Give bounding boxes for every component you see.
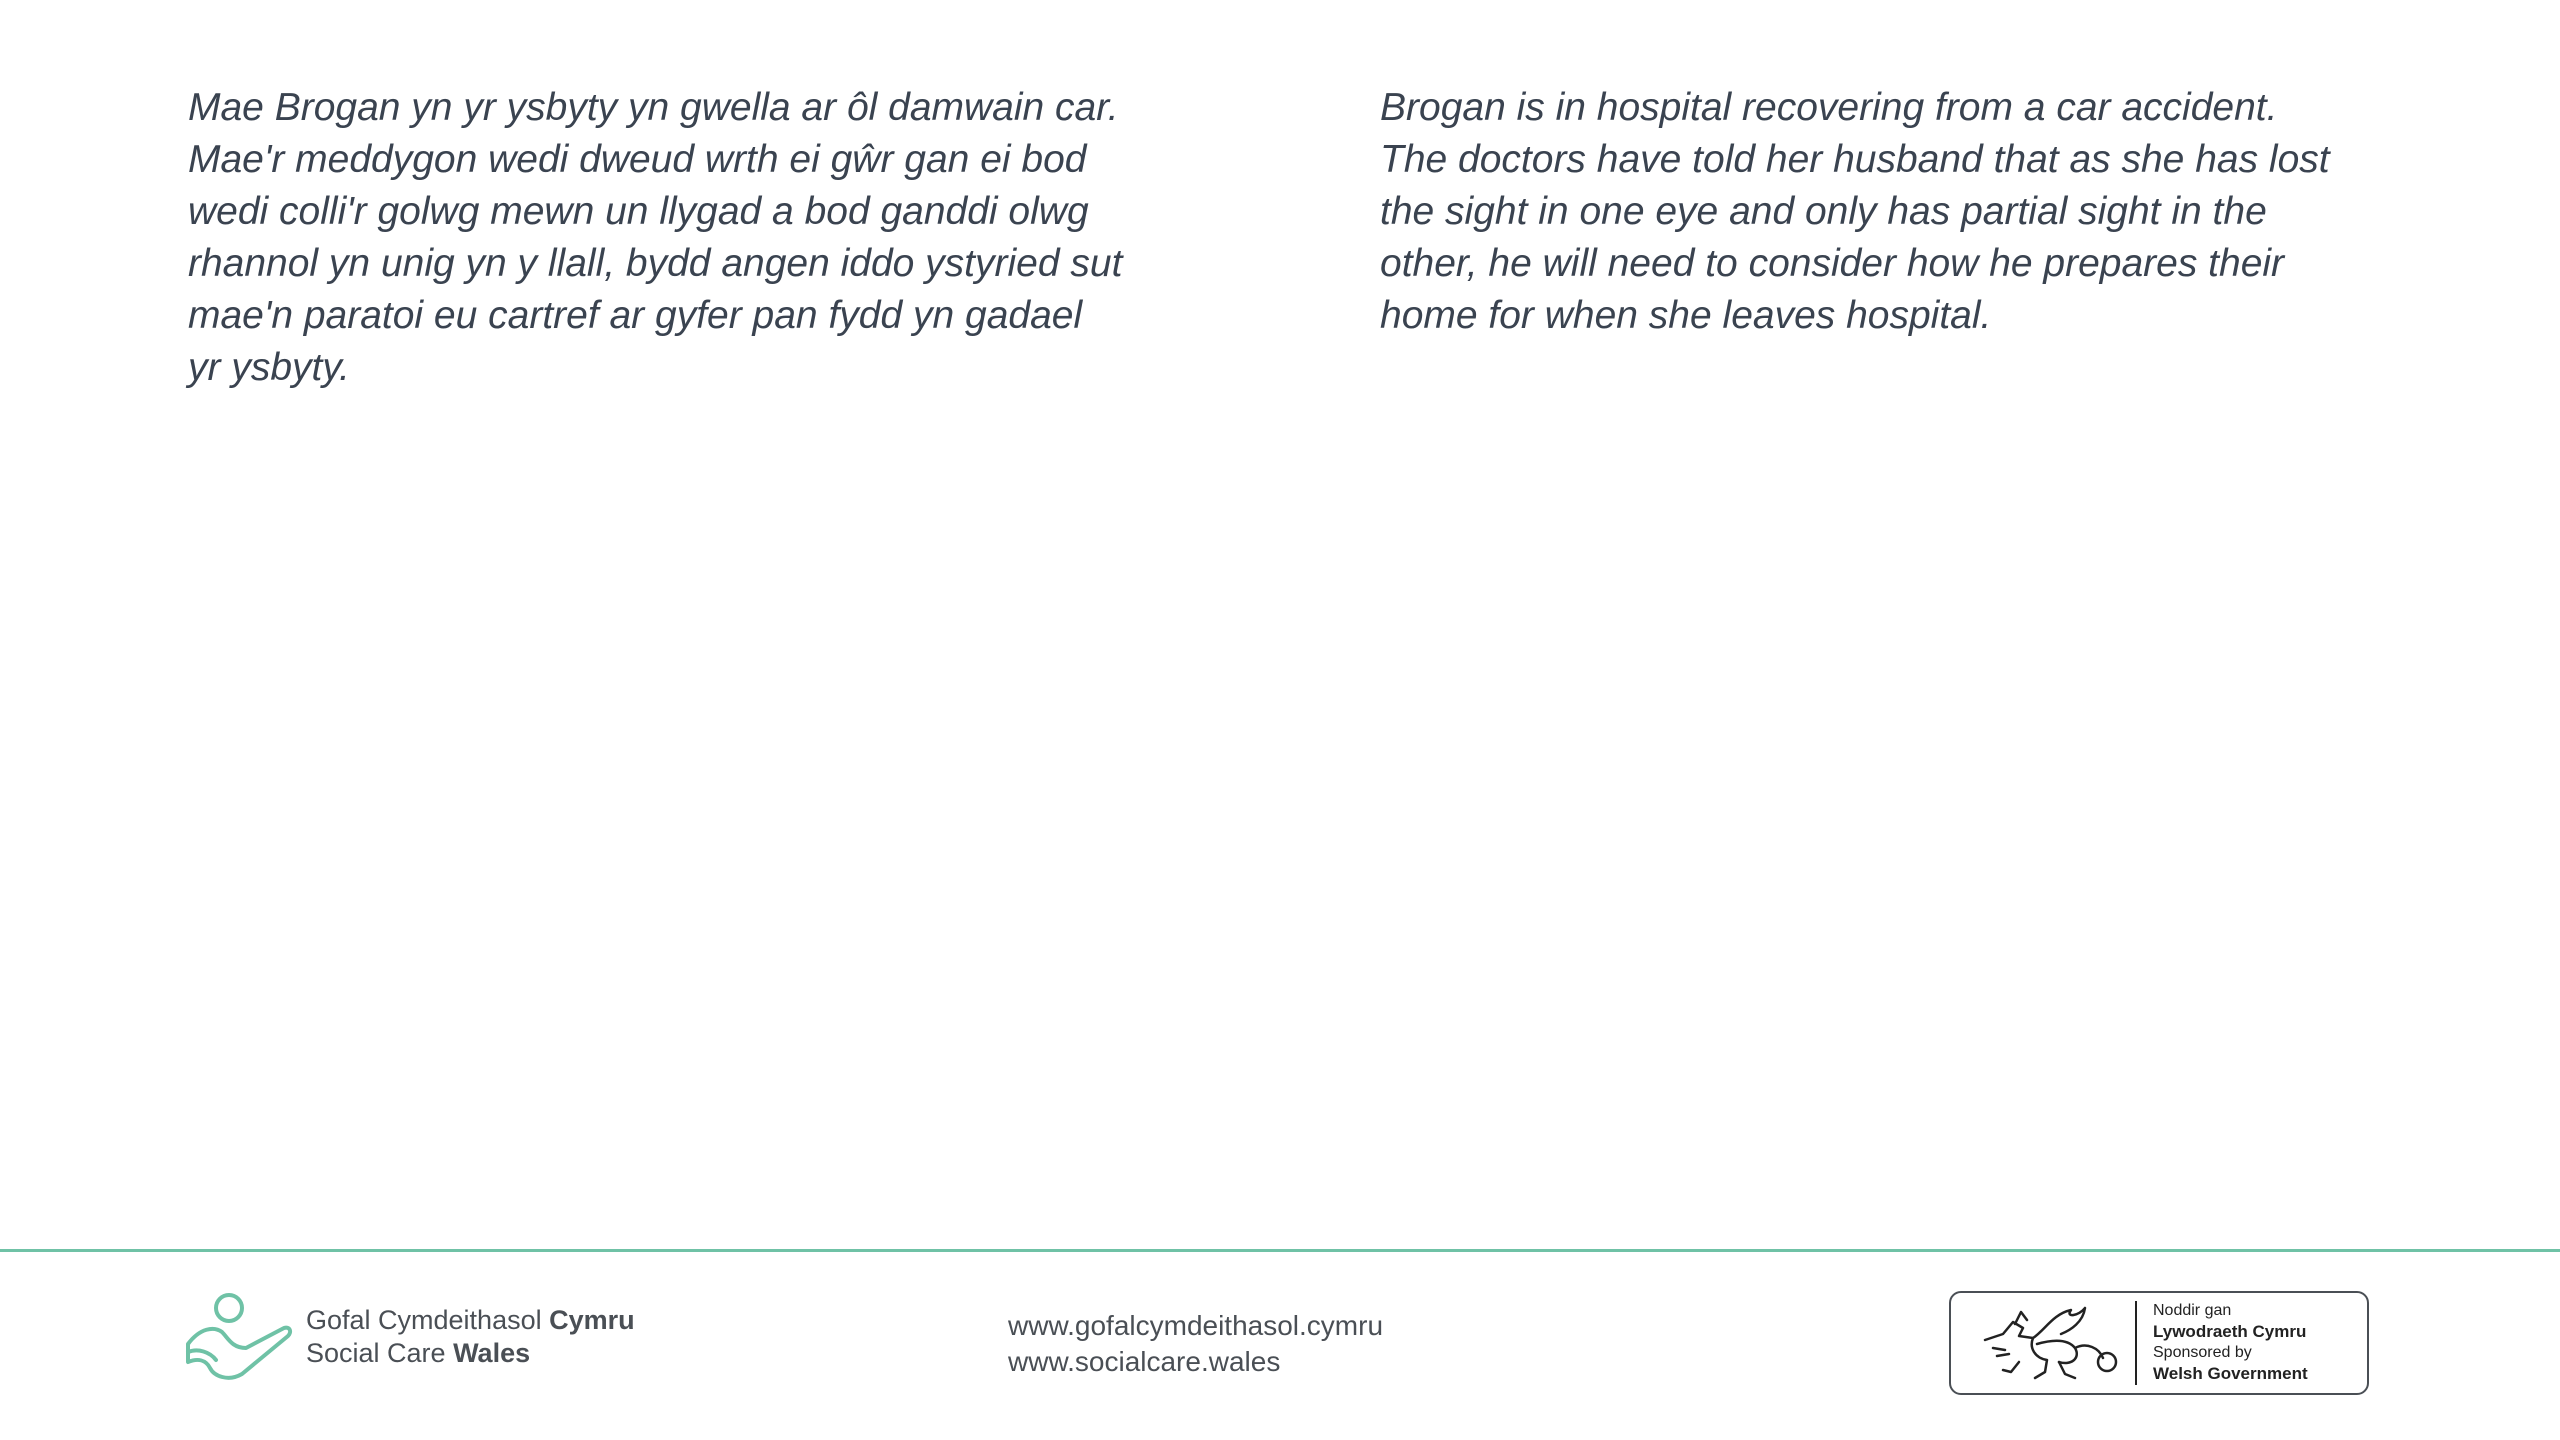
footer-urls xyxy=(1008,1308,1383,1380)
welsh-government-sponsor-badge xyxy=(1949,1291,2369,1395)
english-website-link[interactable]: www.socialcare.wales xyxy=(1008,1346,1281,1377)
sponsor-text xyxy=(2153,1301,2308,1385)
welsh-dragon-icon xyxy=(1975,1300,2125,1386)
brand-english-bold: Wales xyxy=(453,1338,531,1368)
social-care-wales-logo-icon xyxy=(184,1292,294,1382)
noddir-gan-label: Noddir gan xyxy=(2153,1302,2232,1319)
sponsored-by-label: Sponsored by xyxy=(2153,1344,2252,1361)
welsh-paragraph: Mae Brogan yn yr ysbyty yn gwella ar ôl damwain car. Mae'r meddygon wedi dweud wrth ei gŵr gan ei bod wedi colli'r golwg mewn un llygad a bod ganddi olwg rhannol yn unig yn y llall, bydd angen iddo ystyried sut mae'n paratoi eu cartref ar gyfer pan fydd yn gadael yr ysbyty. xyxy=(188,86,1123,389)
brand-welsh-bold: Cymru xyxy=(549,1305,635,1335)
english-paragraph: Brogan is in hospital recovering from a car accident. The doctors have told her husband that as she has lost the sight in one eye and only has partial sight in the other, he will need to consider how he prepares their home for when she leaves hospital. xyxy=(1380,86,2330,337)
brand-welsh-regular: Gofal Cymdeithasol xyxy=(306,1305,550,1335)
brand-english-name xyxy=(306,1337,635,1370)
welsh-website-link[interactable]: www.gofalcymdeithasol.cymru xyxy=(1008,1310,1384,1341)
llywodraeth-cymru-label: Lywodraeth Cymru xyxy=(2153,1322,2307,1341)
welsh-government-label: Welsh Government xyxy=(2153,1364,2308,1383)
footer-divider xyxy=(0,1249,2560,1252)
brand-welsh-name xyxy=(306,1304,635,1337)
social-care-wales-brand xyxy=(184,1292,635,1382)
sponsor-divider xyxy=(2135,1301,2137,1385)
brand-english-regular: Social Care xyxy=(306,1338,454,1368)
